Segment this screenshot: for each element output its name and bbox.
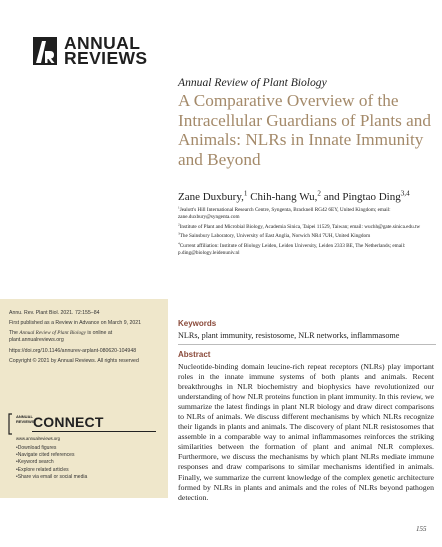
connect-annual-label: ANNUAL [16, 414, 33, 419]
connect-logo [8, 413, 158, 435]
author-name: and Pingtao Ding [320, 191, 401, 203]
online-availability: The Annual Review of Plant Biology is online at plant.annualreviews.org [9, 330, 113, 344]
citation: Annu. Rev. Plant Biol. 2021. 72:155–84 [9, 310, 100, 316]
doi-link[interactable]: https://doi.org/10.1146/annurev-arplant-080620-104948 [9, 347, 137, 354]
article-title: A Comparative Overview of the Intracellular Guardians of Plants and Animals: NLRs in Innate Immunity and Beyond [178, 91, 431, 169]
affiliation: $^4$Current affiliation: Institute of Biology Leiden, Leiden University, Leiden 2333 BE, The Netherlands; email: p.ding@biology.leidenuniv.nl [178, 241, 406, 257]
annual-reviews-logo [33, 33, 148, 68]
annual-reviews-logo-mark-icon [33, 37, 57, 65]
section-divider [178, 344, 436, 345]
affiliations [178, 207, 442, 260]
copyright: Copyright © 2021 by Annual Reviews. All rights reserved [9, 357, 139, 364]
author-list [178, 191, 410, 203]
abstract-heading: Abstract [178, 350, 211, 359]
connect-reviews-label: REVIEWS [16, 418, 35, 424]
connect-feature-item: • Download figures [16, 445, 158, 452]
logo-line-1: ANNUAL [64, 33, 141, 53]
connect-feature-item: • Keyword search [16, 459, 158, 466]
article-info [9, 310, 159, 368]
keywords-heading: Keywords [178, 319, 217, 328]
published-date: First published as a Review in Advance on March 9, 2021 [9, 320, 142, 327]
abstract-text: Nucleotide-binding domain leucine-rich repeat receptors (NLRs) play important roles in the innate immune systems of both plants and animals. Recent breakthroughs in NLR biochemistry and biophysics have revolutionized our understanding of how NLR proteins function in plant immunity. In this review, we summarize the latest findings in plant NLR biology and draw direct comparisons to NLRs of animals. We discuss different mechanisms by which NLRs recognize their ligands in plants and animals. The discovery of plant NLR resistosomes that assemble in a comparable way to animal inflammasomes reinforces the striking similarities between the formation of plant and animal NLR complexes. Furthermore, we discuss the mechanisms by which plant NLRs mediate immune responses and draw comparisons to similar mechanisms identified in animals. Finally, we summarize the current knowledge of the complex genetic architecture formed by NLRs in plants and animals and the roles of NLRs beyond pathogen detection. [178, 362, 434, 502]
page-number: 155 [416, 525, 427, 533]
logo-line-2: REVIEWS [64, 48, 148, 68]
annual-reviews-connect [8, 413, 158, 481]
connect-title: CONNECT [33, 414, 104, 430]
connect-url[interactable]: www.annualreviews.org [16, 436, 60, 441]
connect-feature-item: • Navigate cited references [16, 452, 158, 459]
journal-name: Annual Review of Plant Biology [178, 76, 327, 89]
author-name: Zane Duxbury, [178, 191, 244, 203]
connect-feature-item: • Explore related articles [16, 467, 158, 474]
author-affiliation-marker: 3,4 [400, 189, 410, 198]
keywords: NLRs, plant immunity, resistosome, NLR networks, inflammasome [178, 331, 400, 340]
connect-feature-item: • Share via email or social media [16, 474, 158, 481]
author-affiliation-marker: 2 [317, 189, 321, 198]
author-affiliation-marker: 1 [243, 189, 248, 198]
affiliation: $^1$Jealott's Hill International Research Centre, Syngenta, Bracknell RG42 6EY, United Kingdom; email: zane.duxbury@syngenta.com [178, 205, 391, 221]
affiliation: $^2$Institute of Plant and Microbial Biology, Academia Sinica, Taipei 11529, Taiwan; email: wuchh@gate.sinica.edu.tw [178, 222, 421, 230]
author-name: Chih-hang Wu, [247, 191, 318, 203]
affiliation: $^3$The Sainsbury Laboratory, University of East Anglia, Norwich NR4 7UH, United Kingdom [178, 231, 371, 240]
connect-features [16, 445, 158, 481]
